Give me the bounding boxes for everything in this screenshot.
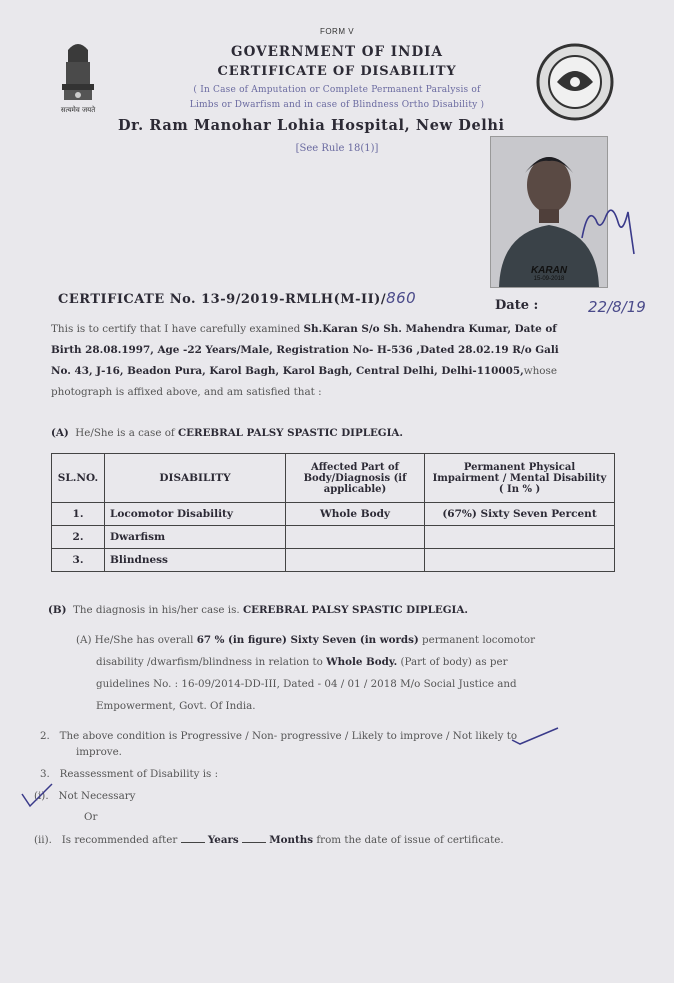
checkmark-icon [510,726,560,746]
table-header: Affected Part of Body/Diagnosis (if applicable) [286,454,425,503]
table-header: DISABILITY [105,454,286,503]
table-header: Permanent Physical Impairment / Mental Disability ( In % ) [425,454,615,503]
certificate-number: CERTIFICATE No. 13-9/2019-RMLH(M-II)/860 [58,289,417,307]
table-row: 1. Locomotor Disability Whole Body (67%) Sixty Seven Percent [52,503,615,526]
photo-name-label: KARAN [530,265,568,276]
hospital-name: Dr. Ram Manohar Lohia Hospital, New Delhi [118,117,505,134]
case-line-2: Limbs or Dwarfism and in case of Blindness Ortho Disability ) [189,100,485,110]
certificate-title: CERTIFICATE OF DISABILITY [217,64,457,79]
emblem-caption: सत्यमेव जयते [60,106,96,114]
table-row: 2. Dwarfism [52,526,615,549]
handwritten-certificate-number: 860 [386,289,417,307]
date-value: 22/8/19 [588,298,646,316]
form-number: FORM V [319,27,355,36]
or-text: Or [84,811,98,823]
item-3-option-ii: (ii). Is recommended after Years Months from the date of issue of certificate. [34,834,504,846]
date-label: Date : [495,298,539,313]
section-b: (B) The diagnosis in his/her case is. CEREBRAL PALSY SPASTIC DIPLEGIA. [48,604,468,616]
item-2-condition: 2. The above condition is Progressive / Non- progressive / Likely to improve / Not likely to improve. [40,730,518,758]
rule-reference: [See Rule 18(1)] [295,143,379,154]
photo-date: 15-09-2018 [533,276,565,282]
item-3-option-i: (i). Not Necessary [34,790,136,802]
table-row: 3. Blindness [52,549,615,572]
case-line-1: ( In Case of Amputation or Complete Permanent Paralysis of [193,85,481,95]
item-3-title: 3. Reassessment of Disability is : [40,768,219,780]
government-heading: GOVERNMENT OF INDIA [231,44,443,60]
section-b-detail: (A) He/She has overall 67 % (in figure) Sixty Seven (in words) permanent locomotor disability /dwarfism/blindness in relation to Whole Body. (Part of body) as per guidelines No. : 16-09/2014-DD-III, Dated - 04 / 01 / 2018 M/o Social Justice and Empowerment, Govt. Of India. [76,634,535,712]
hospital-seal-icon [535,42,615,122]
signature-icon [578,198,638,258]
section-a: (A) He/She is a case of CEREBRAL PALSY SPASTIC DIPLEGIA. [51,427,403,439]
table-header: SL.NO. [52,454,105,503]
table-header-row [52,454,615,503]
intro-paragraph: This is to certify that I have carefully examined Sh.Karan S/o Sh. Mahendra Kumar, Date of Birth 28.08.1997, Age -22 Years/Male, Registration No- H-536 ,Dated 28.02.19 R/o Gali No. 43, J-16, Beadon Pura, Karol Bagh, Karol Bagh, Central Delhi, Delhi-110005,whose photograph is affixed above, and am satisfied that : [51,323,559,398]
disability-table [51,453,615,572]
tick-mark-icon [20,782,54,808]
